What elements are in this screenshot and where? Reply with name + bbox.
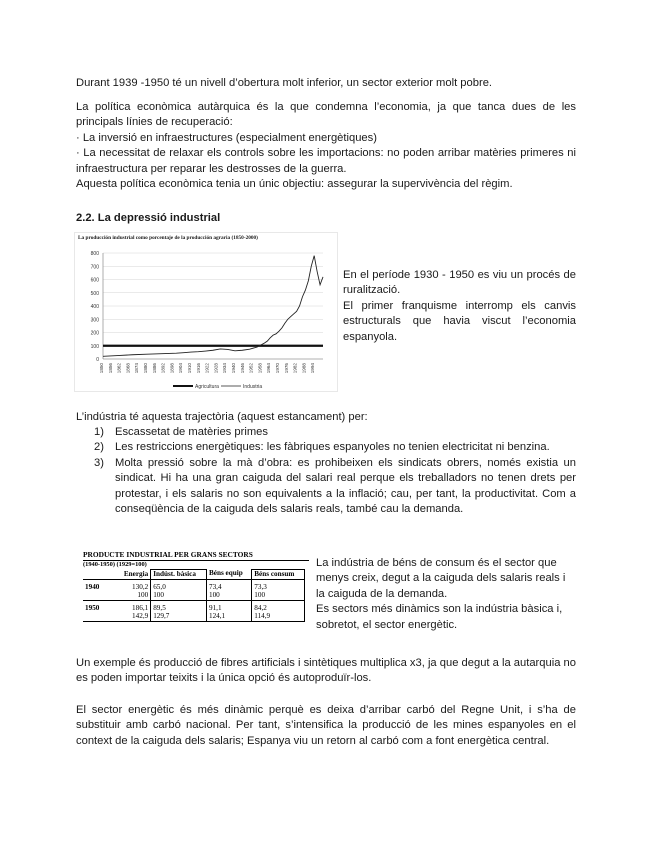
x-tick-label: 1982 — [292, 363, 298, 374]
x-tick-label: 1898 — [169, 363, 175, 374]
chart-side-text — [343, 268, 576, 345]
y-tick-label: 400 — [90, 304, 99, 310]
y-tick-label: 0 — [96, 357, 99, 363]
autarchy-paragraph — [76, 100, 576, 192]
list-text: Molta pressió sobre la mà d’obra: es prohibeixen els sindicats obrers, només existia un sindicat. Hi ha una gran caiguda del salari real perque els treballadors no tenen drets per protestar, i els salaris no son equivalents a la inflació; cau, per tant, la productivitat. Com a conseqüència de la caiguda dels salaris reals, també cau la demanda. — [115, 456, 576, 516]
legend-label: Industria — [243, 383, 263, 390]
table-cell: 73,4 100 — [208, 583, 222, 599]
table-header: Béns equip — [208, 569, 243, 577]
y-tick-label: 700 — [90, 264, 99, 271]
y-tick-label: 100 — [90, 343, 99, 350]
x-tick-label: 1958 — [257, 363, 263, 374]
table-header-row — [83, 569, 305, 580]
ruralization-text: En el període 1930 - 1950 es viu un procés de ruralització. — [343, 269, 576, 297]
list-item — [76, 456, 576, 518]
x-tick-label: 1880 — [143, 363, 148, 374]
y-tick-label: 500 — [90, 290, 99, 297]
x-tick-label: 1988 — [301, 363, 307, 374]
table-cell: 65,0 100 — [151, 580, 207, 601]
x-tick-label: 1940 — [231, 363, 236, 374]
list-text: Escassetat de matèries primes — [115, 426, 268, 438]
energy-paragraph: El sector energètic és més dinàmic perquè es deixa d’arribar carbó del Regne Unit, i s’ha de substituir amb carbó nacional. Per tant, s’intensifica la producció de les mines espanyoles en el context de la caiguda dels salaris; Espanya viu un retorn al carbó com a font energètica central. — [76, 704, 576, 747]
table-side-text — [316, 556, 577, 633]
y-tick-label: 800 — [90, 251, 99, 257]
industrial-production-chart — [74, 232, 338, 392]
list-number: 1) — [94, 426, 104, 438]
x-tick-label: 1970 — [275, 363, 280, 374]
table-cell: 130,2 100 — [132, 583, 149, 599]
list-text: Les restriccions energètiques: les fàbriques espanyoles no tenien electricitat ni benzina. — [115, 441, 550, 454]
x-tick-label: 1910 — [187, 363, 192, 374]
autarchy-conclusion: Aquesta política econòmica tenia un únic objectiu: assegurar la supervivència del règim. — [76, 178, 513, 191]
industrial-sectors-table — [83, 551, 309, 622]
y-tick-label: 600 — [90, 277, 99, 284]
x-tick-label: 1892 — [160, 363, 166, 374]
dynamic-sectors-text: Es sectors més dinàmics son la indústria bàsica i, sobretot, el sector energètic. — [316, 603, 563, 631]
x-tick-label: 1934 — [222, 363, 228, 374]
y-tick-label: 300 — [90, 317, 99, 324]
table-cell: 89,5 129,7 — [151, 601, 207, 622]
table-row — [83, 601, 305, 622]
x-tick-label: 1886 — [151, 363, 157, 374]
y-tick-label: 200 — [90, 330, 99, 337]
list-number: 2) — [94, 441, 104, 454]
list-item — [76, 440, 576, 455]
table-cell: 186,1 142,9 — [132, 604, 149, 620]
x-tick-label: 1946 — [239, 363, 245, 374]
table — [83, 569, 305, 623]
table-header — [83, 569, 117, 580]
consumer-goods-text: La indústria de béns de consum és el sector que menys creix, degut a la caiguda dels salaris reals i la caiguda de la demanda. — [316, 557, 566, 600]
table-cell: 73,3 100 — [252, 580, 305, 601]
chart-title: La producción industrial como porcentaje de la producción agraria (1850-2000) — [78, 235, 258, 241]
x-tick-label: 1976 — [283, 363, 289, 374]
table-title: PRODUCTE INDUSTRIAL PER GRANS SECTORS — [83, 551, 309, 561]
table-cell: 91,1 124,1 — [208, 604, 226, 620]
table-cell: 84,2 114,9 — [252, 601, 305, 622]
x-tick-label: 1874 — [134, 363, 140, 374]
table-header: Energia — [123, 569, 149, 578]
x-tick-label: 1856 — [107, 363, 113, 374]
x-tick-label: 1994 — [310, 363, 316, 374]
autarchy-item: · La inversió en infraestructures (especialment energètiques) — [76, 131, 377, 144]
trajectory-intro: L’indústria té aquesta trajectòria (aquest estancament) per: — [76, 411, 368, 423]
x-tick-label: 1868 — [125, 363, 131, 374]
fibres-paragraph: Un exemple és producció de fibres artificials i sintètiques multiplica x3, ja que degut a la autarquia no es poden importar teixits i la única opció és autoproduïr-los. — [76, 657, 576, 685]
x-tick-label: 1862 — [116, 363, 122, 374]
x-tick-label: 1850 — [99, 363, 104, 374]
table-subtitle: (1940-1950) (1929=100) — [83, 560, 147, 568]
list-item — [76, 425, 576, 440]
chart-svg — [75, 233, 337, 391]
x-tick-label: 1928 — [213, 363, 219, 374]
section-heading: 2.2. La depressió industrial — [76, 212, 221, 224]
table-header: Indúst. bàsica — [151, 569, 207, 580]
autarchy-item: · La necessitat de relaxar els controls sobre les importacions: no poden arribar matèries primeres ni infraestructura per reparar les destrosses de la guerra. — [76, 147, 576, 175]
x-tick-label: 1904 — [178, 363, 184, 374]
trajectory-list — [76, 425, 576, 517]
legend-label: Agricultura — [195, 383, 219, 390]
x-tick-label: 1952 — [248, 363, 254, 374]
autarchy-intro: La política econòmica autàrquica és la que condemna l’economia, ja que tanca dues de les principals línies de recuperació: — [76, 101, 576, 129]
x-tick-label: 1922 — [204, 363, 210, 374]
x-tick-label: 1916 — [195, 363, 201, 374]
table-header: Béns consum — [252, 569, 305, 580]
table-cell-year: 1940 — [85, 583, 100, 592]
list-number: 3) — [94, 456, 104, 469]
x-tick-label: 1964 — [266, 363, 272, 374]
table-cell-year: 1950 — [85, 604, 100, 613]
intro-paragraph: Durant 1939 -1950 té un nivell d’obertura molt inferior, un sector exterior molt pobre. — [76, 77, 493, 89]
francoism-text: El primer franquisme interromp els canvis estructurals que havia viscut l’economia espanyola. — [343, 299, 576, 343]
table-row — [83, 580, 305, 601]
